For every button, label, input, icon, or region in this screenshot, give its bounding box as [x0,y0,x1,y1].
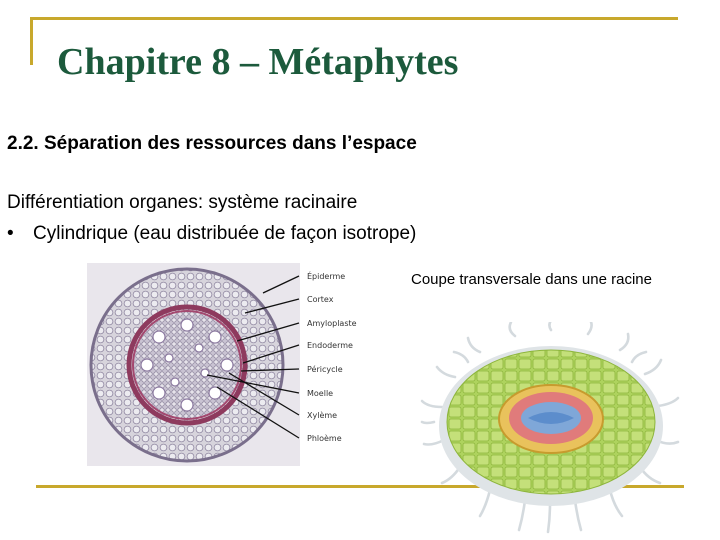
slide-title: Chapitre 8 – Métaphytes [57,41,459,83]
label-cortex: Cortex [307,295,334,304]
body-text [7,187,416,249]
label-amyloplaste: Amyloplaste [307,319,357,328]
label-endoderme: Endoderme [307,341,353,350]
label-moelle: Moelle [307,389,334,398]
root-micrograph [87,263,387,466]
bullet-item [7,218,416,249]
label-pericycle: Péricycle [307,365,343,374]
illustration-caption: Coupe transversale dans une racine [411,271,652,288]
frame-left-line [30,17,33,65]
root-illustration [420,322,682,535]
frame-top-line [30,17,678,20]
intro-line: Différentiation organes: système racinaire [7,192,358,213]
bullet-text: Cylindrique (eau distribuée de façon isotrope) [33,223,417,244]
label-xyleme: Xylème [307,411,338,420]
label-phloeme: Phloème [307,434,342,443]
bullet-marker: • [7,223,14,244]
section-heading: 2.2. Séparation des ressources dans l’espace [7,133,417,154]
label-epiderme: Épiderme [307,272,346,281]
